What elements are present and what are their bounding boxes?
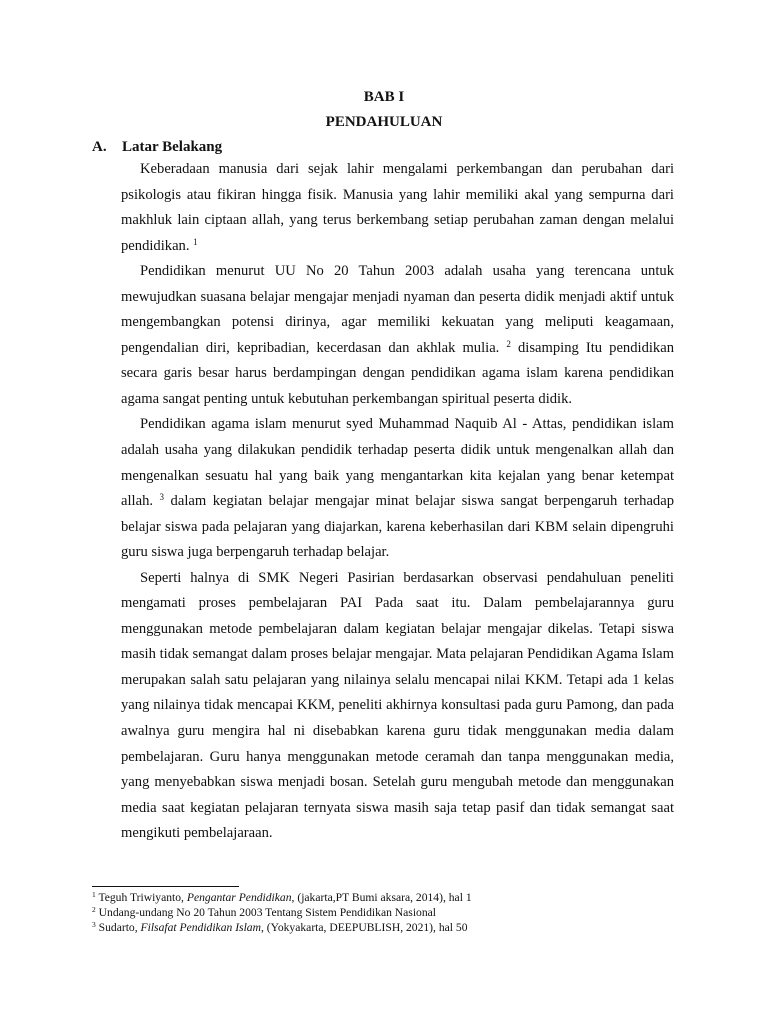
footnote-number: 1	[92, 890, 96, 899]
footnotes	[92, 890, 676, 935]
footnote-ref-1: 1	[193, 236, 198, 247]
chapter-number: BAB I	[363, 89, 405, 105]
paragraph-1-text: Keberadaan manusia dari sejak lahir mengalami perkembangan dan perubahan dari psikologis atau fikiran hingga fisik. Manusia yang lahir memiliki akal yang sempurna dari makhluk lain ciptaan allah, yang terus berkembang setiap perubahan zaman dengan melalui pendidikan.	[121, 161, 674, 254]
paragraph-3-text-a: Pendidikan agama islam menurut syed Muhammad Naquib Al - Attas, pendidikan islam adalah usaha yang dilakukan pendidik terhadap peserta didik untuk mengenalkan allah dan mengenalkan sesuatu hal yang baik yang mengantarkan kita kejalan yang benar ketempat allah.	[121, 416, 674, 510]
footnote-separator	[92, 886, 239, 887]
footnote-text: Undang-undang No 20 Tahun 2003 Tentang Sistem Pendidikan Nasional	[98, 906, 437, 919]
footnote-author: Teguh Triwiyanto,	[98, 891, 184, 904]
footnote-3	[92, 920, 676, 935]
footnote-number: 2	[92, 905, 96, 914]
paragraph-2	[121, 259, 674, 412]
footnote-detail: , (jakarta,PT Bumi aksara, 2014), hal 1	[291, 891, 472, 904]
section-heading	[92, 138, 222, 156]
paragraph-3-text-b: dalam kegiatan belajar mengajar minat belajar siswa sangat berpengaruh terhadap belajar siswa pada pelajaran yang diajarkan, karena keberhasilan dari KBM selain dipengruhi guru siswa juga berpengaruh terhadap belajar.	[121, 493, 675, 561]
chapter-title: PENDAHULUAN	[325, 114, 443, 130]
paragraph-4-text: Seperti halnya di SMK Negeri Pasirian berdasarkan observasi pendahuluan peneliti mengamati proses pembelajaran PAI Pada saat itu. Dalam pembelajarannya guru menggunakan metode pembelajaran dalam kegiatan belajar mengajar dikelas. Tetapi siswa masih tidak semangat dalam proses belajar mengajar. Mata pelajaran Pendidikan Agama Islam merupakan salah satu pelajaran yang nilainya selalu mencapai nilai KKM. Tetapi ada 1 kelas yang nilainya tidak mencapai KKM, peneliti akhirnya konsultasi pada guru Pamong, dan pada awalnya guru mengira hal ni disebabkan karena guru tidak menggunakan media dalam pembelajaran. Guru hanya menggunakan metode ceramah dan tanpa menggunakan media, yang menyebabkan siswa menjadi bosan. Setelah guru mengubah metode dan menggunakan media saat kegiatan pelajaran ternyata siswa masih saja tetap pasif dan tidak semangat saat mengikuti pembelajaraan.	[121, 569, 674, 842]
paragraph-2-text-a: Pendidikan menurut UU No 20 Tahun 2003 adalah usaha yang terencana untuk mewujudkan suasana belajar mengajar menjadi nyaman dan peserta didik menjadi aktif untuk mengembangkan potensi dirinya, agar memiliki kekuatan yang meliputi keagamaan, pengendalian diri, kepribadian, kecerdasan dan akhlak mulia.	[121, 263, 674, 356]
paragraph-3	[121, 412, 674, 565]
footnote-author: Sudarto,	[98, 921, 138, 934]
footnote-number: 3	[92, 920, 96, 929]
footnote-detail: , (Yokyakarta, DEEPUBLISH, 2021), hal 50	[260, 921, 468, 934]
footnote-2	[92, 905, 676, 920]
body-text	[121, 157, 674, 847]
paragraph-1	[121, 157, 674, 259]
footnote-ref-3: 3	[159, 492, 165, 503]
footnote-book-title: Filsafat Pendidikan Islam	[140, 921, 261, 934]
footnote-ref-2: 2	[506, 338, 511, 349]
footnote-1	[92, 890, 676, 905]
paragraph-4	[121, 566, 674, 847]
section-letter: A.	[92, 139, 107, 155]
section-title: Latar Belakang	[122, 139, 223, 155]
footnote-book-title: Pengantar Pendidikan	[186, 891, 292, 904]
paragraph-2-text-b: disamping Itu pendidikan secara garis besar harus berdampingan dengan pendidikan agama islam karena pendidikan agama sangat penting untuk kebutuhan perkembangan spiritual peserta didik.	[121, 339, 674, 407]
